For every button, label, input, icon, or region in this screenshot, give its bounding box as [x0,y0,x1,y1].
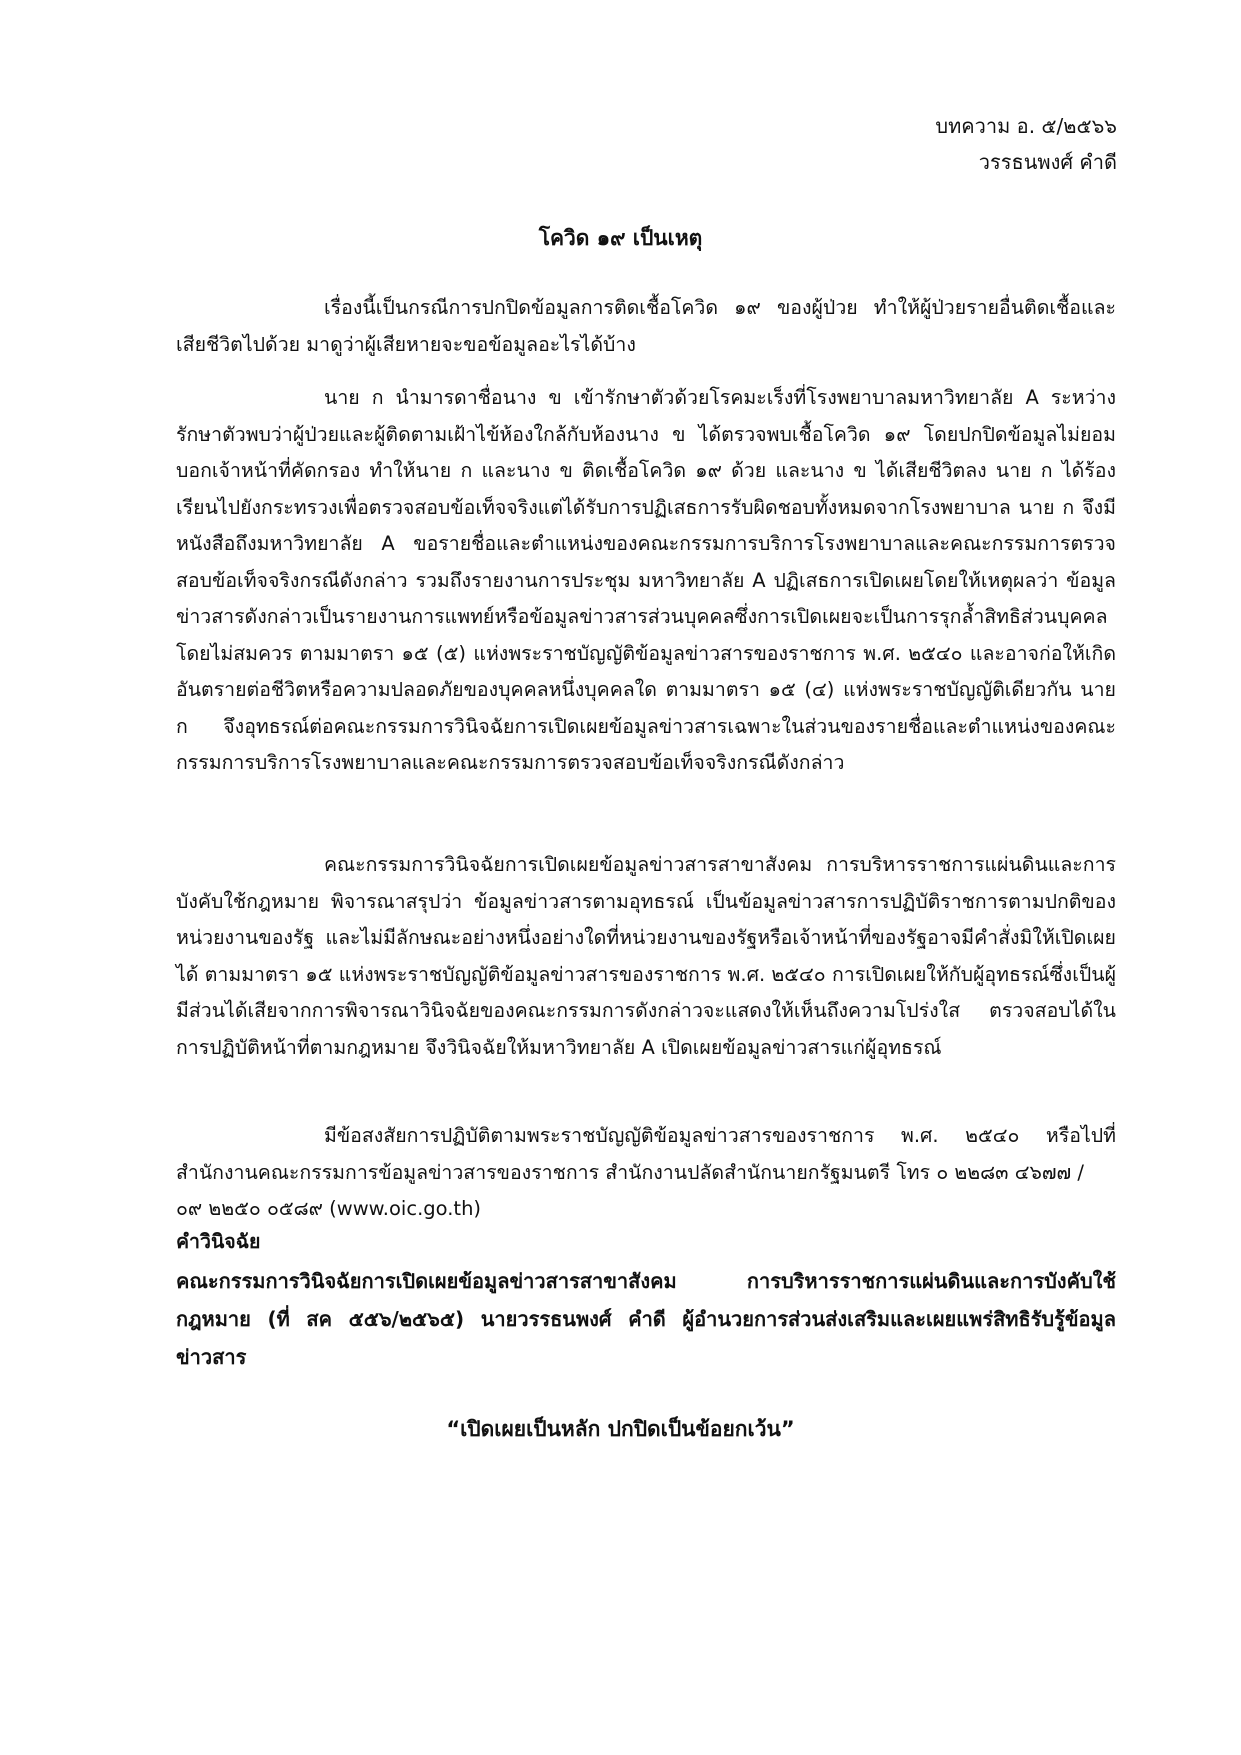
ruling-heading: คำวินิจฉัย [176,1230,261,1253]
committee-decision-block [176,847,1116,1066]
intro-paragraph-block [176,290,1116,363]
committee-decision-paragraph: คณะกรรมการวินิจฉัยการเปิดเผยข้อมูลข่าวสารสาขาสังคม การบริหารราชการแผ่นดินและการบังคับใช้กฎหมาย พิจารณาสรุปว่า ข้อมูลข่าวสารตามอุทธรณ์ เป็นข้อมูลข่าวสารการปฏิบัติราชการตามปกติของหน่วยงานของรัฐ และไม่มีลักษณะอย่างหนึ่งอย่างใดที่หน่วยงานของรัฐหรือเจ้าหน้าที่ของรัฐอาจมีคำสั่งมิให้เปิดเผยได้ ตามมาตรา ๑๕ แห่งพระราชบัญญัติข้อมูลข่าวสารของราชการ พ.ศ. ๒๕๔๐ การเปิดเผยให้กับผู้อุทธรณ์ซึ่งเป็นผู้มีส่วนได้เสียจากการพิจารณาวินิจฉัยของคณะกรรมการดังกล่าวจะแสดงให้เห็นถึงความโปร่งใส ตรวจสอบได้ในการปฏิบัติหน้าที่ตามกฎหมาย จึงวินิจฉัยให้มหาวิทยาลัย A เปิดเผยข้อมูลข่าวสารแก่ผู้อุทธรณ์ [176,853,1116,1059]
motto-quote: “เปิดเผยเป็นหลัก ปกปิดเป็นข้อยกเว้น” [446,1417,795,1441]
case-facts-paragraph: นาย ก นำมารดาชื่อนาง ข เข้ารักษาตัวด้วยโรคมะเร็งที่โรงพยาบาลมหาวิทยาลัย A ระหว่างรักษาตัวพบว่าผู้ป่วยและผู้ติดตามเฝ้าไข้ห้องใกล้กับห้องนาง ข ได้ตรวจพบเชื้อโควิด ๑๙ โดยปกปิดข้อมูลไม่ยอมบอกเจ้าหน้าที่คัดกรอง ทำให้นาย ก และนาง ข ติดเชื้อโควิด ๑๙ ด้วย และนาง ข ได้เสียชีวิตลง นาย ก ได้ร้องเรียนไปยังกระทรวงเพื่อตรวจสอบข้อเท็จจริงแต่ได้รับการปฏิเสธการรับผิดชอบทั้งหมดจากโรงพยาบาล นาย ก จึงมีหนังสือถึงมหาวิทยาลัย A ขอรายชื่อและตำแหน่งของคณะกรรมการบริการโรงพยาบาลและคณะกรรมการตรวจสอบข้อเท็จจริงกรณีดังกล่าว รวมถึงรายงานการประชุม มหาวิทยาลัย A ปฏิเสธการเปิดเผยโดยให้เหตุผลว่า ข้อมูลข่าวสารดังกล่าวเป็นรายงานการแพทย์หรือข้อมูลข่าวสารส่วนบุคคลซึ่งการเปิดเผยจะเป็นการรุกล้ำสิทธิส่วนบุคคลโดยไม่สมควร ตามมาตรา ๑๕ (๕) แห่งพระราชบัญญัติข้อมูลข่าวสารของราชการ พ.ศ. ๒๕๔๐ และอาจก่อให้เกิดอันตรายต่อชีวิตหรือความปลอดภัยของบุคคลหนึ่งบุคคลใด ตามมาตรา ๑๕ (๔) แห่งพระราชบัญญัติเดียวกัน นาย ก จึงอุทธรณ์ต่อคณะกรรมการวินิจฉัยการเปิดเผยข้อมูลข่าวสารเฉพาะในส่วนของรายชื่อและตำแหน่งของคณะกรรมการบริการโรงพยาบาลและคณะกรรมการตรวจสอบข้อเท็จจริงกรณีดังกล่าว [176,386,1116,774]
article-number: บทความ อ. ๕/๒๕๖๖ [935,114,1117,138]
contact-phone-website: ๐๙ ๒๒๕๐ ๐๕๘๙ (www.oic.go.th) [176,1197,482,1220]
contact-info-paragraph: มีข้อสงสัยการปฏิบัติตามพระราชบัญญัติข้อมูลข่าวสารของราชการ พ.ศ. ๒๕๔๐ หรือไปที่สำนักงานคณะกรรมการข้อมูลข่าวสารของราชการ สำนักงานปลัดสำนักนายกรัฐมนตรี โทร ๐ ๒๒๘๓ ๔๖๗๗ / [176,1124,1116,1184]
contact-info-block [176,1118,1116,1228]
document-header [935,108,1117,180]
case-facts-block [176,380,1116,782]
ruling-text: คณะกรรมการวินิจฉัยการเปิดเผยข้อมูลข่าวสารสาขาสังคม การบริหารราชการแผ่นดินและการบังคับใช้กฎหมาย (ที่ สค ๕๕๖/๒๕๖๕) นายวรรธนพงศ์ คำดี ผู้อำนวยการส่วนส่งเสริมและเผยแพร่สิทธิรับรู้ข้อมูลข่าวสาร [176,1269,1116,1369]
author-name: วรรธนพงศ์ คำดี [978,150,1117,174]
document-title: โควิด ๑๙ เป็นเหตุ [538,226,703,250]
intro-paragraph: เรื่องนี้เป็นกรณีการปกปิดข้อมูลการติดเชื้อโควิด ๑๙ ของผู้ป่วย ทำให้ผู้ป่วยรายอื่นติดเชื้อและเสียชีวิตไปด้วย มาดูว่าผู้เสียหายจะขอข้อมูลอะไรได้บ้าง [176,296,1116,356]
